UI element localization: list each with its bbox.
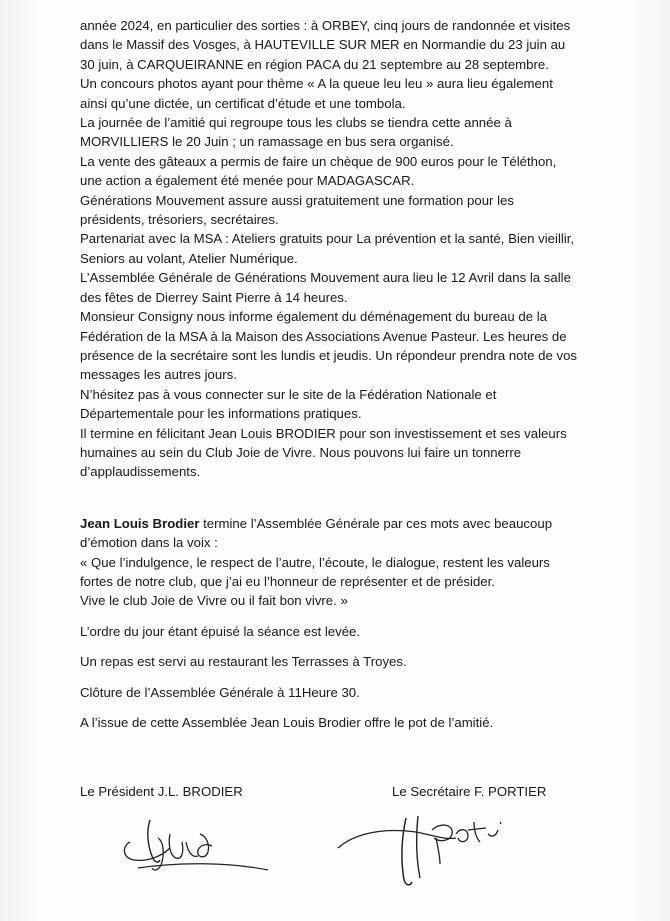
spacer: [80, 641, 580, 652]
final-line-aperitif: A l’issue de cette Assemblée Jean Louis Brodier offre le pot de l’amitié.: [80, 715, 494, 730]
closing-quote-line2: Vive le club Joie de Vivre ou il fait bon vivre. »: [80, 593, 348, 609]
final-line-closure: Clôture de l’Assemblée Générale à 11Heure 30.: [80, 684, 360, 700]
paragraph-activities: année 2024, en particulier des sorties : à ORBEY, cinq jours de randonnée et visites dans le Massif des Vosges, à HAUTEVILLE SUR MER en Normandie du 23 juin au 30 juin, à CARQUEIRANNE en région PACA du 21 septembre au 28 septembre.: [80, 18, 571, 72]
closing-intro: [80, 514, 580, 553]
paragraph-general-assembly: L’Assemblée Générale de Générations Mouvement aura lieu le 12 Avril dans la salle des fêtes de Dierrey Saint Pierre à 14 heures.: [80, 270, 571, 305]
paragraph-website: N’hésitez pas à vous connecter sur le site de la Fédération Nationale et Départementale pour les informations pratiques.: [80, 386, 497, 422]
closing-intro-text: termine l’Assemblée Générale par ces mots avec beaucoup d’émotion dans la voix :: [80, 515, 553, 551]
paragraph-friendship-day: La journée de l’amitié qui regroupe tous les clubs se tiendra cette année à MORVILLIERS le 20 Juin ; un ramassage en bus sera organisé.: [80, 115, 512, 150]
spacer: [80, 702, 580, 713]
paragraph-photo-contest: Un concours photos ayant pour thème « A la queue leu leu » aura lieu également ainsi qu’une dictée, un certificat d’étude et une tombola.: [80, 76, 553, 111]
paragraph-congratulations: Il termine en félicitant Jean Louis BRODIER pour son investissement et ses valeurs humaines au sein du Club Joie de Vivre. Nous pouvons lui faire un tonnerre d’applaudissements.: [80, 425, 567, 480]
secretary-signature-icon: [336, 808, 526, 888]
closing-speaker: Jean Louis Brodier: [80, 515, 200, 531]
spacer: [80, 482, 580, 514]
paragraph-office-move: Monsieur Consigny nous informe également du déménagement du bureau de la Fédération de la MSA à la Maison des Associations Avenue Pasteur. Les heures de présence de la secrétaire sont les lundis et jeudis. Un répondeur prendra note de vos messages les autres jours.: [80, 309, 578, 383]
closing-quote-line1: « Que l’indulgence, le respect de l’autre, l’écoute, le dialogue, restent les valeurs fortes de notre club, que j’ai eu l’honneur de représenter et de présider.: [80, 554, 550, 589]
final-line-agenda: L’ordre du jour étant épuisé la séance est levée.: [80, 623, 361, 639]
document-body: [80, 16, 580, 732]
signature-label-secretary: Le Secrétaire F. PORTIER: [392, 784, 547, 799]
spacer: [80, 611, 580, 622]
final-line-meal: Un repas est servi au restaurant les Terrasses à Troyes.: [80, 654, 407, 670]
paragraph-training: Générations Mouvement assure aussi gratuitement une formation pour les présidents, trésoriers, secrétaires.: [80, 192, 514, 228]
paragraph-cake-sale: La vente des gâteaux a permis de faire un chèque de 900 euros pour le Téléthon, une action a également été menée pour MADAGASCAR.: [80, 153, 557, 189]
president-signature-icon: [118, 812, 278, 882]
signature-label-president: Le Président J.L. BRODIER: [80, 784, 243, 799]
spacer: [80, 672, 580, 683]
paragraph-msa-partnership: Partenariat avec la MSA : Ateliers gratuits pour La prévention et la santé, Bien vieillir, Seniors au volant, Atelier Numérique.: [80, 231, 575, 266]
